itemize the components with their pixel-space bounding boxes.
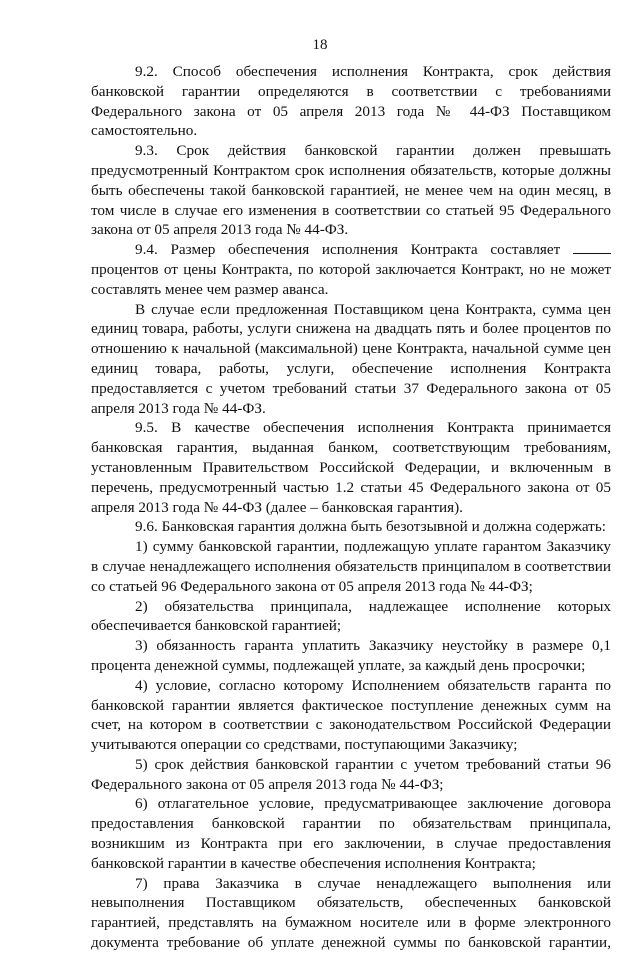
paragraph-price-reduction: В случае если предложенная Поставщиком цена Контракта, сумма цен единиц товара, работы, услуги снижена на двадцать пять и более процентов по отношению к начальной (максимальной) цене Контракта, начальной сумме цен единиц товара, работы, услуги, обеспечение исполнения Контракта предоставляется с учетом требований статьи 37 Федерального закона от 05 апреля 2013 года № 44-ФЗ. xyxy=(91,300,611,417)
list-item-6: 6) отлагательное условие, предусматривающее заключение договора предоставления банковской гарантии по обязательствам принципала, возникшим из Контракта при его заключении, в случае предоставления банковской гарантии в качестве обеспечения исполнения Контракта; xyxy=(91,795,611,872)
list-item-5: 5) срок действия банковской гарантии с учетом требований статьи 96 Федерального закона от 05 апреля 2013 года № 44-ФЗ; xyxy=(91,755,611,793)
paragraph-9-2: 9.2. Способ обеспечения исполнения Контракта, срок действия банковской гарантии определяются в соответствии с требованиями Федерального закона от 05 апреля 2013 года № 44-ФЗ Поставщиком самостоятельно. xyxy=(91,63,611,140)
paragraph-9-3: 9.3. Срок действия банковской гарантии должен превышать предусмотренный Контрактом срок исполнения обязательств, которые должны быть обеспечены такой банковской гарантией, не менее чем на один месяц, в том числе в случае его изменения в соответствии со статьей 95 Федерального закона от 05 апреля 2013 года № 44-ФЗ. xyxy=(91,142,611,239)
percent-blank-field xyxy=(573,242,611,254)
paragraph-9-4 xyxy=(91,240,611,299)
list-item-4: 4) условие, согласно которому Исполнением обязательств гаранта по банковской гарантии является фактическое поступление денежных сумм на счет, на котором в соответствии с законодательством Российской Федерации учитываются операции со средствами, поступающими Заказчику; xyxy=(91,676,611,754)
list-item-1: 1) сумму банковской гарантии, подлежащую уплате гарантом Заказчику в случае ненадлежащего исполнения обязательств принципалом в соответствии со статьей 96 Федерального закона от 05 апреля 2013 года № 44-ФЗ; xyxy=(91,538,611,595)
paragraph-9-4-lead: 9.4. Размер обеспечения исполнения Контракта составляет xyxy=(135,241,561,259)
page-number: 18 xyxy=(312,37,328,53)
list-item-2: 2) обязательства принципала, надлежащее исполнение которых обеспечивается банковской гарантией; xyxy=(91,597,611,635)
paragraph-9-6: 9.6. Банковская гарантия должна быть безотзывной и должна содержать: xyxy=(135,518,606,536)
paragraph-9-4-tail: процентов от цены Контракта, по которой заключается Контракт, но не может составлять менее чем размер аванса. xyxy=(91,260,611,298)
document-body xyxy=(91,62,611,953)
list-item-3: 3) обязанность гаранта уплатить Заказчику неустойку в размере 0,1 процента денежной суммы, подлежащей уплате, за каждый день просрочки; xyxy=(91,637,611,674)
paragraph-9-5: 9.5. В качестве обеспечения исполнения Контракта принимается банковская гарантия, выданная банком, соответствующим требованиям, установленным Правительством Российской Федерации, и включенным в перечень, предусмотренный частью 1.2 статьи 45 Федерального закона от 05 апреля 2013 года № 44-ФЗ (далее – банковская гарантия). xyxy=(91,419,611,516)
list-item-7: 7) права Заказчика в случае ненадлежащего выполнения или невыполнения Поставщиком обязательств, обеспеченных банковской гарантией, представлять на бумажном носителе или в форме электронного документа требование об уплате денежной суммы по банковской гарантии, xyxy=(91,874,611,952)
